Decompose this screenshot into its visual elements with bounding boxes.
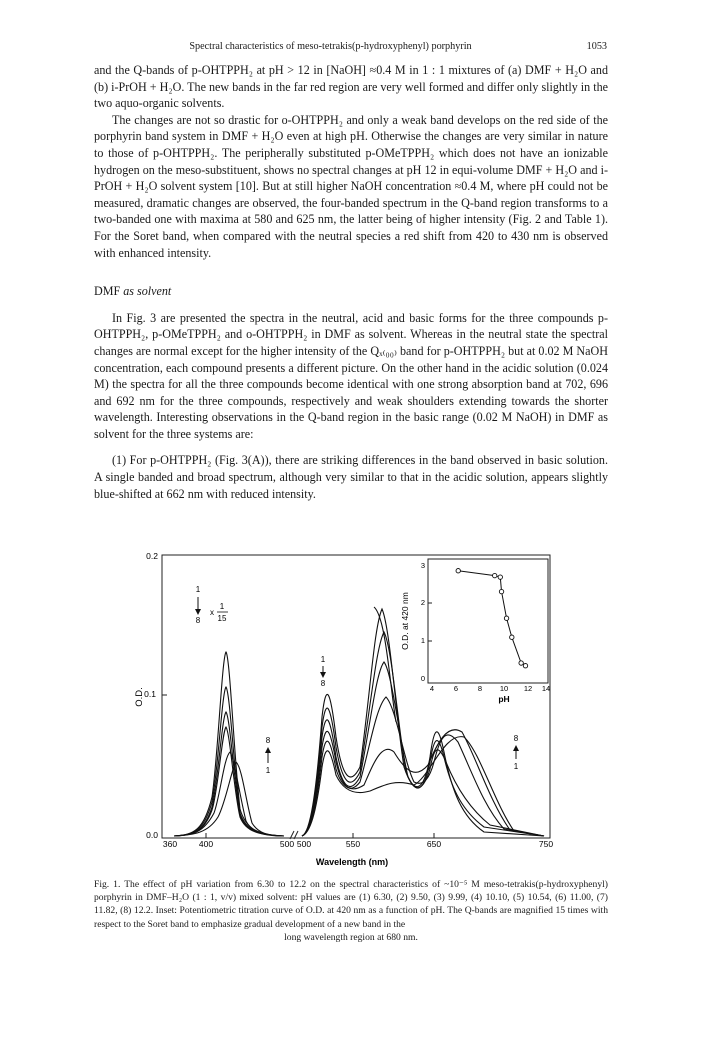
body-text — [94, 62, 608, 502]
spectra-plot — [134, 547, 570, 867]
caption-line-1: Fig. 1. The effect of pH variation from 6.30 to 12.2 on the spectral characteristics of ~10⁻⁵ M — [94, 879, 480, 890]
label-q-8: 8 — [320, 679, 326, 688]
y-tick-0.2: 0.2 — [146, 551, 158, 561]
inset-plot — [400, 559, 550, 704]
inset-x-tick-6: 6 — [453, 684, 459, 693]
arrow-left-down-icon — [195, 609, 201, 615]
titration-point — [504, 616, 508, 620]
inset-y-tick-3: 3 — [420, 561, 425, 570]
y-tick-0.1: 0.1 — [144, 689, 156, 699]
section-heading — [94, 283, 608, 300]
label-q-1: 1 — [320, 655, 326, 664]
paragraph-o-ohtpph: The changes are not so drastic for o-OHTPPH₂ and only a weak band develops on the red side of the porphyrin band system in DMF + H₂O even at high pH. Otherwise the changes are very similar in nature to those of p-OHTPPH₂. The peripherally substituted p-OMeTPPH₂ which does not have an ionizable hydrogen on the meso-substituent, shows no spectral changes at pH 12 in equi-volume DMF + H₂O and i-PrOH + H₂O solvent system [10]. But at still higher NaOH concentration ≈0.4 M, where pH could not be measured, dramatic changes are observed, the four-banded spectrum in the Q-band region transforms to a two-banded one with maxima at 580 and 625 nm, the latter being of higher intensity (Fig. 2 and Table 1). For the Soret band, when compared with the neutral species a red shift from 420 to 430 nm is observed with enhanced intensity. — [94, 112, 608, 260]
figure-1 — [134, 547, 570, 867]
caption-last-line: long wavelength region at 680 nm. — [284, 931, 418, 943]
running-title: Spectral characteristics of meso-tetrakis(p-hydroxyphenyl) porphyrin — [189, 41, 472, 52]
running-header — [94, 41, 607, 57]
x-tick-500-right: 500 — [296, 839, 312, 849]
paragraph-point-1: (1) For p-OHTPPH₂ (Fig. 3(A)), there are striking differences in the band observed in basic solution. A single banded and broad spectrum, although very similar to that in the acidic solution, appears slightly blue-shifted at 662 nm with reduced intensity. — [94, 453, 608, 501]
mag-x: x — [210, 608, 214, 617]
mag-denominator: 15 — [217, 614, 227, 623]
inset-x-tick-12: 12 — [523, 684, 533, 693]
inset-x-tick-8: 8 — [477, 684, 483, 693]
inset-y-tick-0: 0 — [420, 674, 425, 683]
x-tick-500-left: 500 — [279, 839, 295, 849]
x-tick-400: 400 — [198, 839, 214, 849]
inset-y-label: O.D. at 420 nm — [400, 592, 410, 650]
label-soret-1: 1 — [265, 766, 271, 775]
label-soret-8: 8 — [265, 736, 271, 745]
titration-point — [456, 569, 460, 573]
section-heading-main: DMF — [94, 284, 121, 299]
titration-point — [498, 575, 502, 579]
page-number: 1053 — [586, 41, 607, 52]
paragraph-fig3: In Fig. 3 are presented the spectra in the neutral, acid and basic forms for the three compounds p-OHTPPH₂, p-OMeTPPH₂ and o-OHTPPH₂ in DMF as solvent. Whereas in the neutral state the spectral changes are normal except for the higher intensity of the Qₓ₍₀₀₎ band for p-OHTPPH₂ but at 0.02 M NaOH concentration, each compound presents a different picture. On the other hand in the acidic solution (0.024 M) the spectra for all the three compounds become identical with one strong absorption band at 702, 696 and 692 nm for the three compounds, respectively and weak shoulders extending towards the shorter wavelength. Interesting observations in the Q-band region in the basic range (0.02 M NaOH) in DMF as solvent for the three systems are: — [94, 310, 608, 441]
label-left-8: 8 — [195, 616, 201, 625]
label-left-1: 1 — [195, 585, 201, 594]
inset-frame — [428, 559, 548, 683]
y-tick-0.0: 0.0 — [146, 830, 158, 840]
inset-x-tick-14: 14 — [541, 684, 551, 693]
inset-y-tick-2: 2 — [420, 598, 425, 607]
label-right-8: 8 — [513, 734, 519, 743]
soret-curve-5 — [174, 752, 284, 836]
section-heading-rest: as solvent — [123, 284, 172, 299]
titration-point — [510, 635, 514, 639]
inset-y-tick-1: 1 — [420, 636, 425, 645]
y-axis-label: O.D. — [134, 687, 145, 707]
arrow-q-down-icon — [320, 672, 326, 678]
titration-point — [499, 589, 503, 593]
label-right-1: 1 — [513, 762, 519, 771]
paragraph-continued: and the Q-bands of p-OHTPPH₂ at pH > 12 in [NaOH] ≈0.4 M in 1 : 1 mixtures of (a) DMF + H₂O and (b) i-PrOH + H₂O. The new bands in the far red region are very well formed and differ only slightly in the two aquo-organic solvents. — [94, 63, 608, 111]
x-tick-360: 360 — [162, 839, 178, 849]
figure-caption — [94, 878, 608, 944]
x-tick-650: 650 — [426, 839, 442, 849]
x-axis-label: Wavelength (nm) — [315, 857, 389, 867]
inset-x-tick-4: 4 — [429, 684, 435, 693]
titration-point — [519, 661, 523, 665]
inset-x-label: pH — [498, 694, 510, 704]
titration-point — [523, 664, 527, 668]
mag-numerator: 1 — [219, 602, 225, 611]
x-tick-550: 550 — [345, 839, 361, 849]
x-tick-750: 750 — [538, 839, 554, 849]
caption-body: meso-tetrakis(p-hydroxyphenyl) porphyrin in DMF–H₂O (1 : 1, v/v) mixed solvent: pH values are (1) 6.30, (2) 9.50, (3) 9.99, (4) 10.10, (5) 10.54, (6) 11.00, (7) 11.82, (8) 12.2. Inset: Potentiometric titration curve of O.D. at 420 nm as a function of pH. The Q-bands are magnified 15 times with respect to the Soret band to emphasize gradual development of a new band in the — [94, 879, 608, 930]
inset-x-tick-10: 10 — [499, 684, 509, 693]
titration-point — [493, 573, 497, 577]
